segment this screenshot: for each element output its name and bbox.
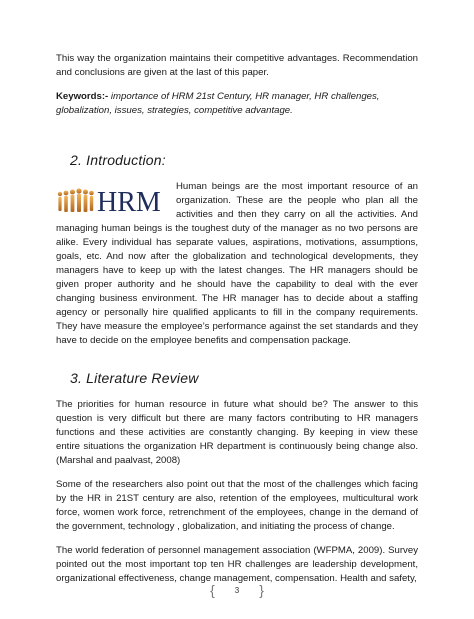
hrm-logo-graphic	[56, 180, 168, 220]
paragraph-conclusion: This way the organization maintains their competitive advantages. Recommendation and conclusions are given at the last of this paper.	[56, 53, 418, 78]
hrm-logo	[56, 180, 168, 220]
left-bracket-icon: {	[210, 582, 215, 598]
keywords-text: importance of HRM 21st Century, HR manager, HR challenges, globalization, issues, strategies, competitive advantage.	[56, 91, 380, 116]
literature-paragraph-1: The priorities for human resource in future what should be? The answer to this question is very difficult but there are many factors contributing to HR managers functions and these activities are constantly changing. By keeping in view these entire situations the organization HR department is continuously being change also. (Marshal and paalvast, 2008)	[56, 399, 418, 466]
right-bracket-icon: }	[259, 582, 264, 598]
literature-paragraph-3: The world federation of personnel management association (WFPMA, 2009). Survey pointed out the most important top ten HR challenges are leadership development, organizational effectiveness, change management, compensation. Health and safety,	[56, 545, 418, 584]
introduction-section	[56, 180, 418, 348]
hrm-logo-text: HRM	[97, 187, 161, 218]
section-heading-introduction: 2. Introduction:	[70, 152, 166, 168]
introduction-paragraph: Human beings are the most important resource of an organization. These are the people who plan all the activities and then they carry on all the activities. And managing human beings is the toughest duty of the manager as no two persons are alike. Every individual has separate values, aspirations, motivations, assumptions, goals, etc. And now after the globalization and technological developments, they managers have to keep up with the latest changes. The HR managers should be given proper authority and he should have the capability to deal with the ever changing business environment. The HR manager has to decide about a staffing agency or personally hire qualified applicants to fill in the company requirements. They have measure the employee’s performance against the set standards and they have to decide on the employee benefits and compensation package.	[56, 181, 418, 346]
section-heading-literature-review: 3. Literature Review	[70, 370, 199, 386]
keywords-label: Keywords:-	[56, 91, 109, 102]
page-number: 3	[234, 585, 240, 595]
literature-paragraph-2: Some of the researchers also point out that the most of the challenges which facing by the HR in 21ST century are also, retention of the employees, multicultural work force, women work force, retrenchment of the employees, change in the demand of the government, technology , globalization, and initiating the process of change.	[56, 479, 418, 532]
people-figures-icon	[58, 188, 94, 212]
keywords-line	[56, 90, 418, 118]
page-footer	[0, 582, 474, 598]
